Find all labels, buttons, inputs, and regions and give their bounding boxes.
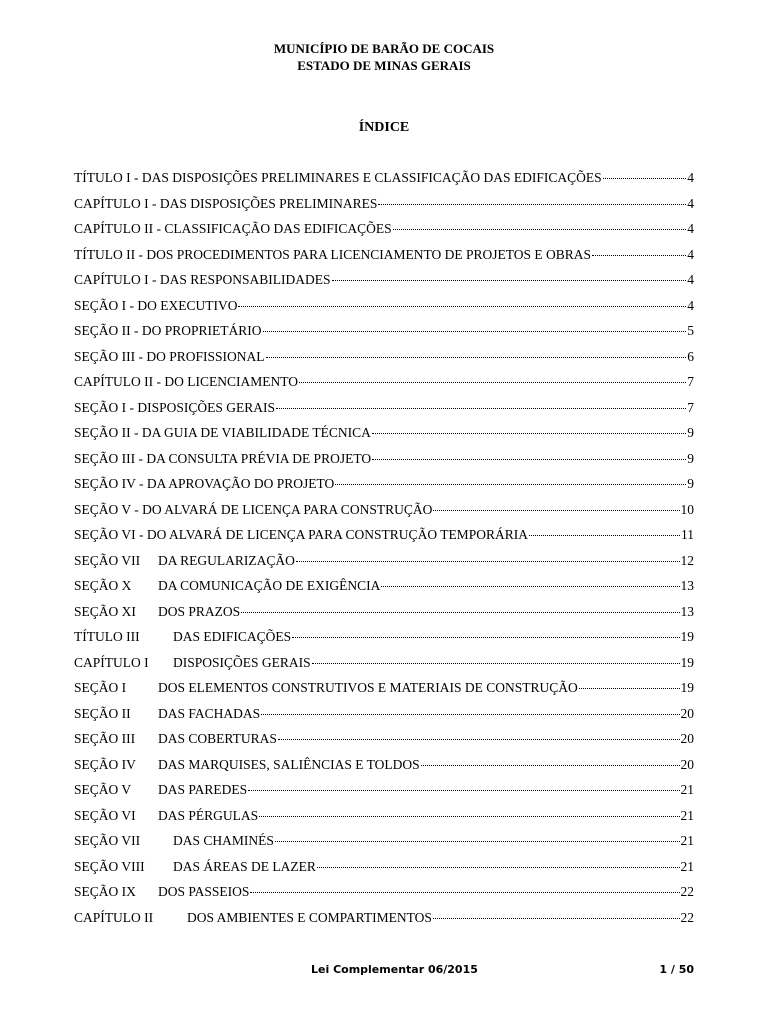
toc-page-number: 5 [687, 323, 694, 338]
dot-leader [335, 483, 686, 485]
toc-page-number: 11 [681, 527, 694, 542]
toc-entry-label [74, 446, 371, 472]
toc-entry-heading: SEÇÃO VIII [74, 858, 145, 874]
toc-entry[interactable] [74, 573, 694, 599]
toc-entry-heading: SEÇÃO III - DA CONSULTA PRÉVIA DE PROJETO [74, 450, 372, 466]
toc-entry-heading: SEÇÃO IV - DA APROVAÇÃO DO PROJETO [74, 476, 335, 491]
toc-entry[interactable] [74, 675, 694, 701]
toc-entry-label [74, 777, 247, 803]
toc-entry-label [74, 497, 432, 523]
toc-entry[interactable] [74, 369, 694, 395]
toc-entry[interactable] [74, 293, 694, 319]
document-header [0, 40, 768, 74]
toc-page-number: 6 [687, 348, 694, 364]
toc-page-number: 4 [687, 195, 694, 211]
dot-leader [278, 738, 680, 740]
toc-entry-title: DISPOSIÇÕES GERAIS [173, 654, 311, 670]
toc-entry[interactable] [74, 497, 694, 523]
dot-leader [266, 356, 687, 358]
toc-entry-heading: CAPÍTULO I - DAS DISPOSIÇÕES PRELIMINARES [74, 195, 378, 211]
toc-entry[interactable] [74, 318, 694, 344]
toc-entry-title: DAS EDIFICAÇÕES [173, 629, 292, 644]
toc-entry-label [74, 318, 262, 344]
toc-entry-heading: CAPÍTULO II - CLASSIFICAÇÃO DAS EDIFICAÇÕES [74, 221, 392, 236]
toc-entry[interactable] [74, 267, 694, 293]
dot-leader [275, 840, 680, 842]
dot-leader [299, 381, 686, 383]
footer-law-reference: Lei Complementar 06/2015 [311, 963, 478, 976]
toc-page-number: 20 [680, 756, 694, 772]
dot-leader [433, 509, 679, 511]
dot-leader [332, 279, 687, 281]
toc-entry-title: DAS ÁREAS DE LAZER [173, 858, 316, 874]
toc-page-number: 22 [680, 884, 694, 899]
toc-entry-title: DAS MARQUISES, SALIÊNCIAS E TOLDOS [158, 756, 420, 772]
toc-entry-heading: SEÇÃO VI [74, 807, 136, 823]
toc-entry-label [74, 905, 432, 931]
toc-entry-heading: SEÇÃO VII [74, 833, 141, 848]
toc-entry[interactable] [74, 522, 694, 548]
toc-entry-label [74, 165, 602, 191]
toc-entry-label [74, 752, 420, 778]
toc-page-number: 4 [687, 272, 694, 287]
dot-leader [250, 891, 679, 893]
toc-page-number: 4 [687, 297, 694, 313]
toc-entry[interactable] [74, 344, 694, 370]
toc-entry[interactable] [74, 420, 694, 446]
toc-page-number: 21 [680, 833, 694, 848]
toc-entry[interactable] [74, 395, 694, 421]
toc-entry-heading: CAPÍTULO I [74, 654, 149, 670]
toc-entry-label [74, 599, 240, 625]
toc-entry[interactable] [74, 446, 694, 472]
toc-entry-label [74, 548, 295, 574]
toc-entry-label [74, 828, 274, 854]
toc-entry-title: DOS PASSEIOS [158, 884, 250, 899]
toc-entry-title: DOS PRAZOS [158, 603, 241, 619]
toc-entry-label [74, 624, 291, 650]
toc-entry[interactable] [74, 701, 694, 727]
dot-leader [312, 662, 680, 664]
toc-entry-label [74, 420, 371, 446]
toc-page-number: 21 [680, 858, 694, 874]
toc-entry-heading: SEÇÃO I - DISPOSIÇÕES GERAIS [74, 399, 276, 415]
index-title: ÍNDICE [358, 120, 410, 135]
dot-leader [292, 636, 679, 638]
toc-page-number: 19 [680, 629, 694, 644]
toc-entry[interactable] [74, 726, 694, 752]
toc-entry[interactable] [74, 216, 694, 242]
toc-entry[interactable] [74, 165, 694, 191]
toc-entry-label [74, 293, 237, 319]
toc-entry-title: DA REGULARIZAÇÃO [158, 552, 295, 568]
toc-entry[interactable] [74, 752, 694, 778]
toc-entry-label [74, 216, 392, 242]
header-municipality: MUNICÍPIO DE BARÃO DE COCAIS [273, 41, 495, 56]
toc-page-number: 19 [680, 654, 694, 670]
dot-leader [433, 917, 680, 919]
toc-entry-heading: TÍTULO II - DOS PROCEDIMENTOS PARA LICENCIAMENTO DE PROJETOS E OBRAS [74, 246, 592, 262]
toc-entry[interactable] [74, 191, 694, 217]
toc-entry-heading: SEÇÃO X [74, 578, 132, 593]
toc-entry-heading: SEÇÃO V - DO ALVARÁ DE LICENÇA PARA CONSTRUÇÃO [74, 501, 433, 517]
toc-entry[interactable] [74, 879, 694, 905]
toc-entry[interactable] [74, 854, 694, 880]
toc-entry-heading: SEÇÃO III [74, 731, 136, 746]
toc-entry-heading: SEÇÃO III - DO PROFISSIONAL [74, 348, 265, 364]
toc-entry-title: DAS PAREDES [158, 782, 248, 797]
toc-page-number: 21 [680, 807, 694, 823]
toc-entry-heading: CAPÍTULO I - DAS RESPONSABILIDADES [74, 272, 331, 287]
toc-entry[interactable] [74, 828, 694, 854]
footer-page-number: 1 / 50 [659, 963, 694, 976]
toc-entry[interactable] [74, 548, 694, 574]
toc-entry-heading: SEÇÃO V [74, 782, 132, 797]
dot-leader [378, 203, 686, 205]
toc-page-number: 9 [687, 425, 694, 440]
toc-entry[interactable] [74, 650, 694, 676]
dot-leader [317, 866, 680, 868]
toc-page-number: 4 [687, 221, 694, 236]
toc-page-number: 13 [680, 578, 694, 593]
toc-entry-label [74, 650, 311, 676]
toc-entry-title: DAS CHAMINÉS [173, 833, 274, 848]
toc-page-number: 12 [680, 552, 694, 568]
toc-entry-label [74, 522, 528, 548]
toc-entry-heading: TÍTULO III [74, 629, 140, 644]
toc-entry-title: DAS PÉRGULAS [158, 807, 259, 823]
toc-entry-label [74, 573, 380, 599]
dot-leader [238, 305, 686, 307]
toc-page-number: 19 [680, 680, 694, 695]
dot-leader [372, 432, 686, 434]
toc-entry-label [74, 369, 298, 395]
toc-entry-label [74, 803, 258, 829]
dot-leader [259, 815, 679, 817]
dot-leader [263, 330, 687, 332]
dot-leader [603, 177, 687, 179]
toc-entry[interactable] [74, 471, 694, 497]
toc-entry-heading: CAPÍTULO II [74, 909, 154, 925]
toc-entry[interactable] [74, 599, 694, 625]
toc-entry-title: DOS ELEMENTOS CONSTRUTIVOS E MATERIAIS DE CONSTRUÇÃO [158, 680, 578, 695]
toc-entry-label [74, 701, 260, 727]
dot-leader [241, 611, 679, 613]
toc-entry-title: DAS COBERTURAS [158, 731, 277, 746]
toc-entry-heading: SEÇÃO IX [74, 884, 136, 899]
toc-entry-label [74, 395, 275, 421]
dot-leader [381, 585, 679, 587]
dot-leader [276, 407, 686, 409]
dot-leader [248, 789, 679, 791]
dot-leader [421, 764, 680, 766]
toc-entry-heading: CAPÍTULO II - DO LICENCIAMENTO [74, 374, 298, 389]
toc-entry-label [74, 879, 249, 905]
toc-entry-label [74, 242, 591, 268]
toc-entry-heading: SEÇÃO I - DO EXECUTIVO [74, 297, 238, 313]
toc-entry-label [74, 726, 277, 752]
toc-page-number: 7 [687, 399, 694, 415]
toc-entry-label [74, 854, 316, 880]
toc-page-number: 7 [687, 374, 694, 389]
toc-entry-heading: SEÇÃO IV [74, 756, 136, 772]
toc-entry-heading: SEÇÃO II - DO PROPRIETÁRIO [74, 323, 262, 338]
toc-entry-heading: SEÇÃO XI [74, 603, 136, 619]
toc-page-number: 10 [680, 501, 694, 517]
toc-page-number: 9 [687, 450, 694, 466]
toc-entry-heading: SEÇÃO I [74, 680, 127, 695]
toc-entry-heading: SEÇÃO VII [74, 552, 141, 568]
toc-page-number: 20 [680, 731, 694, 746]
toc-entry-label [74, 675, 578, 701]
header-state: ESTADO DE MINAS GERAIS [297, 58, 471, 73]
toc-entry-label [74, 471, 334, 497]
toc-page-number: 4 [687, 170, 694, 185]
toc-page-number: 9 [687, 476, 694, 491]
toc-entry-label [74, 267, 331, 293]
toc-page-number: 22 [680, 909, 694, 925]
toc-entry-title: DAS FACHADAS [158, 705, 261, 721]
toc-entry-label [74, 191, 377, 217]
table-of-contents [74, 165, 694, 930]
toc-entry-heading: TÍTULO I - DAS DISPOSIÇÕES PRELIMINARES E CLASSIFICAÇÃO DAS EDIFICAÇÕES [74, 170, 602, 185]
toc-entry[interactable] [74, 803, 694, 829]
toc-entry-title: DOS AMBIENTES E COMPARTIMENTOS [187, 909, 432, 925]
dot-leader [579, 687, 680, 689]
dot-leader [296, 560, 680, 562]
toc-entry[interactable] [74, 624, 694, 650]
toc-entry-title: DA COMUNICAÇÃO DE EXIGÊNCIA [158, 578, 381, 593]
toc-page-number: 20 [680, 705, 694, 721]
toc-entry-heading: SEÇÃO VI - DO ALVARÁ DE LICENÇA PARA CONSTRUÇÃO TEMPORÁRIA [74, 527, 528, 542]
toc-page-number: 21 [680, 782, 694, 797]
toc-entry[interactable] [74, 905, 694, 931]
dot-leader [592, 254, 686, 256]
dot-leader [261, 713, 679, 715]
toc-page-number: 13 [680, 603, 694, 619]
toc-entry-heading: SEÇÃO II [74, 705, 131, 721]
toc-entry[interactable] [74, 777, 694, 803]
dot-leader [529, 534, 680, 536]
dot-leader [393, 228, 687, 230]
toc-entry-label [74, 344, 265, 370]
toc-entry[interactable] [74, 242, 694, 268]
toc-entry-heading: SEÇÃO II - DA GUIA DE VIABILIDADE TÉCNICA [74, 425, 371, 440]
dot-leader [372, 458, 686, 460]
toc-page-number: 4 [687, 246, 694, 262]
